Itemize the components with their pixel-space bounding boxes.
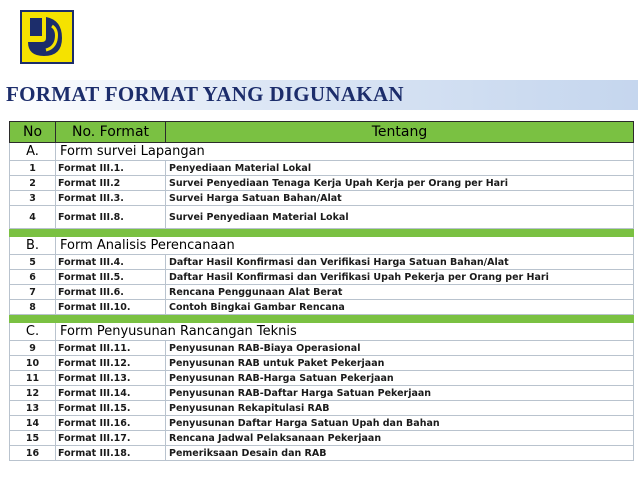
row-tentang: Penyusunan RAB untuk Paket Pekerjaan	[166, 356, 634, 371]
row-format: Format III.3.	[56, 191, 166, 206]
table-header-row	[10, 122, 634, 143]
row-format: Format III.10.	[56, 300, 166, 315]
row-tentang: Survei Penyediaan Tenaga Kerja Upah Kerja per Orang per Hari	[166, 176, 634, 191]
row-number: 8	[10, 300, 56, 315]
row-tentang: Penyusunan RAB-Harga Satuan Pekerjaan	[166, 371, 634, 386]
row-number: 5	[10, 255, 56, 270]
section-separator	[10, 229, 634, 237]
table-row	[10, 255, 634, 270]
row-format: Format III.18.	[56, 446, 166, 461]
row-format: Format III.15.	[56, 401, 166, 416]
row-format: Format III.12.	[56, 356, 166, 371]
row-tentang: Rencana Penggunaan Alat Berat	[166, 285, 634, 300]
row-number: 6	[10, 270, 56, 285]
row-tentang: Penyusunan Rekapitulasi RAB	[166, 401, 634, 416]
row-tentang: Daftar Hasil Konfirmasi dan Verifikasi Harga Satuan Bahan/Alat	[166, 255, 634, 270]
row-tentang: Survei Penyediaan Material Lokal	[166, 206, 634, 229]
row-number: 3	[10, 191, 56, 206]
header-tentang: Tentang	[166, 122, 634, 143]
separator-cell	[10, 229, 634, 237]
row-tentang: Rencana Jadwal Pelaksanaan Pekerjaan	[166, 431, 634, 446]
separator-cell	[10, 315, 634, 323]
section-letter: A.	[10, 143, 56, 161]
table-row	[10, 206, 634, 229]
section-title: Form Penyusunan Rancangan Teknis	[56, 323, 634, 341]
row-tentang: Penyusunan RAB-Biaya Operasional	[166, 341, 634, 356]
section-letter: B.	[10, 237, 56, 255]
table-row	[10, 161, 634, 176]
table-row	[10, 371, 634, 386]
table-row	[10, 416, 634, 431]
section-row	[10, 143, 634, 161]
row-tentang: Daftar Hasil Konfirmasi dan Verifikasi Upah Pekerja per Orang per Hari	[166, 270, 634, 285]
row-number: 16	[10, 446, 56, 461]
table-row	[10, 285, 634, 300]
row-format: Format III.5.	[56, 270, 166, 285]
row-tentang: Pemeriksaan Desain dan RAB	[166, 446, 634, 461]
row-format: Format III.1.	[56, 161, 166, 176]
row-number: 9	[10, 341, 56, 356]
row-tentang: Penyusunan RAB-Daftar Harga Satuan Pekerjaan	[166, 386, 634, 401]
row-format: Format III.13.	[56, 371, 166, 386]
section-row	[10, 237, 634, 255]
table-row	[10, 431, 634, 446]
table-row	[10, 176, 634, 191]
ministry-logo	[20, 10, 74, 64]
row-tentang: Penyusunan Daftar Harga Satuan Upah dan Bahan	[166, 416, 634, 431]
section-title: Form Analisis Perencanaan	[56, 237, 634, 255]
row-tentang: Survei Harga Satuan Bahan/Alat	[166, 191, 634, 206]
table-row	[10, 386, 634, 401]
row-number: 4	[10, 206, 56, 229]
section-row	[10, 323, 634, 341]
format-table	[9, 121, 634, 461]
row-format: Format III.8.	[56, 206, 166, 229]
row-number: 11	[10, 371, 56, 386]
table-row	[10, 401, 634, 416]
page-title: FORMAT FORMAT YANG DIGUNAKAN	[6, 82, 404, 106]
row-number: 12	[10, 386, 56, 401]
row-format: Format III.14.	[56, 386, 166, 401]
table-row	[10, 446, 634, 461]
row-tentang: Penyediaan Material Lokal	[166, 161, 634, 176]
row-format: Format III.11.	[56, 341, 166, 356]
row-format: Format III.16.	[56, 416, 166, 431]
logo-emblem-icon	[22, 12, 72, 62]
header-no: No	[10, 122, 56, 143]
row-format: Format III.6.	[56, 285, 166, 300]
row-number: 2	[10, 176, 56, 191]
row-format: Format III.4.	[56, 255, 166, 270]
row-number: 1	[10, 161, 56, 176]
table-row	[10, 191, 634, 206]
table-row	[10, 341, 634, 356]
row-number: 10	[10, 356, 56, 371]
row-number: 14	[10, 416, 56, 431]
table-row	[10, 356, 634, 371]
header-format: No. Format	[56, 122, 166, 143]
table-row	[10, 270, 634, 285]
table-row	[10, 300, 634, 315]
row-format: Format III.17.	[56, 431, 166, 446]
section-separator	[10, 315, 634, 323]
row-number: 15	[10, 431, 56, 446]
section-letter: C.	[10, 323, 56, 341]
row-tentang: Contoh Bingkai Gambar Rencana	[166, 300, 634, 315]
row-number: 13	[10, 401, 56, 416]
section-title: Form survei Lapangan	[56, 143, 634, 161]
row-number: 7	[10, 285, 56, 300]
row-format: Format III.2	[56, 176, 166, 191]
